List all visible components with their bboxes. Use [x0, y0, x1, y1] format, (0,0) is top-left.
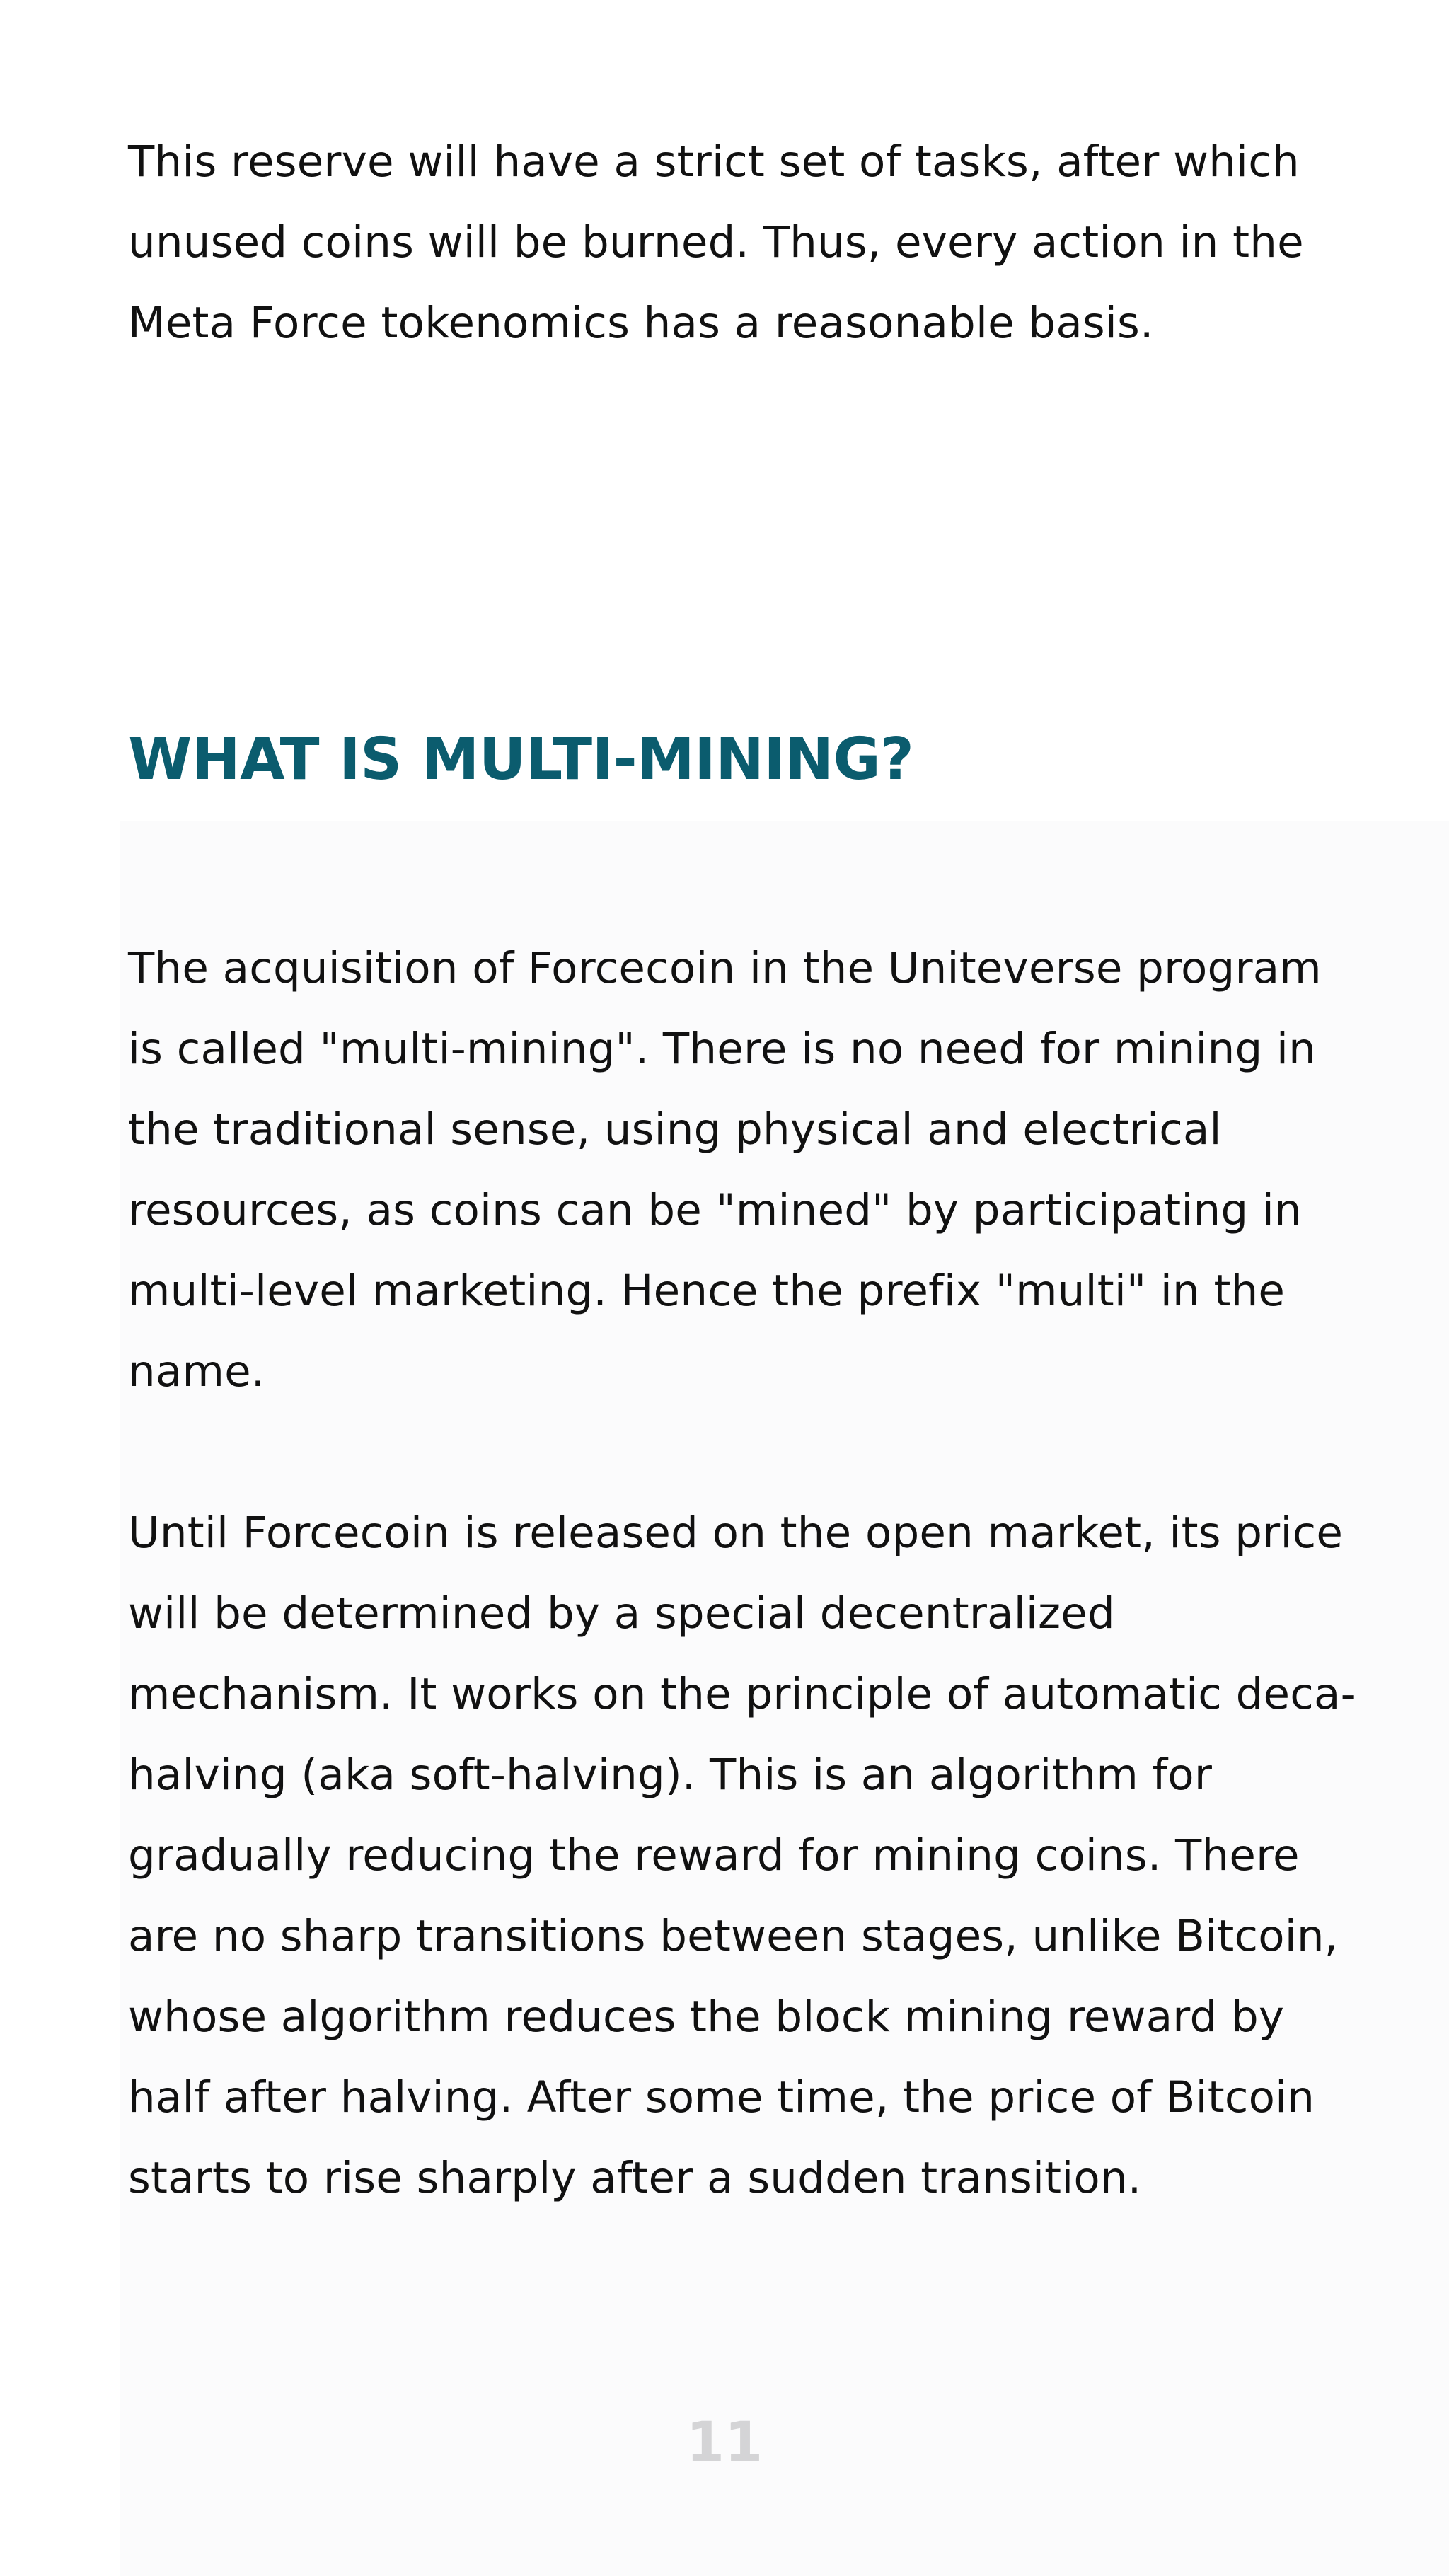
paragraph-multi-mining-definition: The acquisition of Forcecoin in the Uniteverse program is called "multi-mining". There is no need for mining in the traditional sense, using physical and electrical resources, as coins can be "mined" by participating in multi-level marketing. Hence the prefix "multi" in the name. [128, 943, 1322, 1397]
page-number: 11 [686, 2411, 763, 2475]
paragraph-deca-halving: Until Forcecoin is released on the open market, its price will be determined by a special decentralized mechanism. It works on the principle of automatic deca-halving (aka soft-halving). This is an algorithm for gradually reducing the reward for mining coins. There are no sharp transitions between stages, unlike Bitcoin, whose algorithm reduces the block mining reward by half after halving. After some time, the price of Bitcoin starts to rise sharply after a sudden transition. [128, 1508, 1356, 2203]
intro-paragraph: This reserve will have a strict set of tasks, after which unused coins will be burned. Thus, every action in the Meta Force tokenomics has a reasonable basis. [128, 137, 1304, 348]
section-title: WHAT IS MULTI-MINING? [128, 726, 914, 793]
